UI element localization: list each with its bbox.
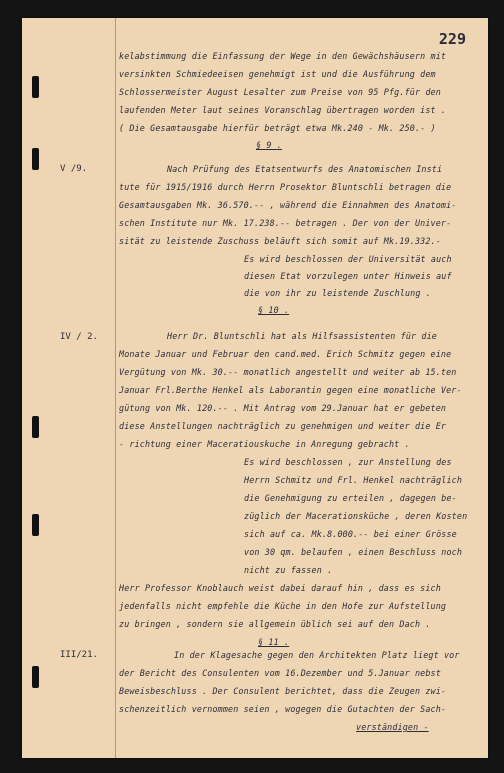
text-line: Nach Prüfung des Etatsentwurfs des Anatomischen Insti — [167, 164, 443, 174]
punch-hole — [32, 416, 39, 438]
text-line: - richtung einer Maceratiouskuche in Anregung gebracht . — [119, 439, 410, 449]
punch-hole — [32, 148, 39, 170]
text-line: ( Die Gesamtausgabe hierfür beträgt etwa Mk.240 - Mk. 250.- ) — [119, 123, 436, 133]
section-heading: § 9 . — [256, 140, 282, 150]
text-line: die Genehmigung zu erteilen , dagegen be- — [244, 493, 457, 503]
file-reference: III/21. — [60, 650, 98, 660]
punch-hole — [32, 76, 39, 98]
file-reference: IV / 2. — [60, 332, 98, 342]
margin-rule — [115, 18, 116, 758]
text-line: kelabstimmung die Einfassung der Wege in den Gewächshäusern mit — [119, 51, 447, 61]
text-line: schen Institute nur Mk. 17.238.-- betragen . Der von der Univer- — [119, 218, 452, 228]
text-line: laufenden Meter laut seines Voranschlag übertragen worden ist . — [119, 105, 447, 115]
text-line: von 30 qm. belaufen , einen Beschluss noch — [244, 547, 463, 557]
section-heading: § 11 . — [258, 637, 290, 647]
punch-hole — [32, 514, 39, 536]
text-line: Herr Dr. Bluntschli hat als Hilfsassistenten für die — [167, 331, 437, 341]
document-page — [22, 18, 488, 758]
text-line: züglich der Macerationsküche , deren Kosten — [244, 511, 468, 521]
text-line: Es wird beschlossen , zur Anstellung des — [244, 457, 452, 467]
text-line: sität zu leistende Zuschuss beläuft sich somit auf Mk.19.332.- — [119, 236, 441, 246]
text-line: versinkten Schmiedeeisen genehmigt ist und die Ausführung dem — [119, 69, 436, 79]
text-line: Beweisbeschluss . Der Consulent berichtet, dass die Zeugen zwi- — [119, 686, 447, 696]
text-line: verständigen - — [356, 722, 429, 732]
section-heading: § 10 . — [258, 305, 290, 315]
text-line: der Bericht des Consulenten vom 16.Dezember und 5.Januar nebst — [119, 668, 441, 678]
text-line: Herrn Schmitz und Frl. Henkel nachträglich — [244, 475, 463, 485]
text-line: die von ihr zu leistende Zuschlung . — [244, 288, 431, 298]
text-line: diese Anstellungen nachträglich zu genehmigen und weiter die Er — [119, 421, 447, 431]
text-line: tute für 1915/1916 durch Herrn Prosektor Bluntschli betragen die — [119, 182, 452, 192]
text-line: sich auf ca. Mk.8.000.-- bei einer Grösse — [244, 529, 457, 539]
text-line: diesen Etat vorzulegen unter Hinweis auf — [244, 271, 452, 281]
text-line: nicht zu fassen . — [244, 565, 333, 575]
text-line: schenzeitlich vernommen seien , wogegen die Gutachten der Sach- — [119, 704, 447, 714]
text-line: Januar Frl.Berthe Henkel als Laborantin gegen eine monatliche Ver- — [119, 385, 462, 395]
text-line: zu bringen , sondern sie allgemein üblich sei auf den Dach . — [119, 619, 431, 629]
text-line: Vergütung von Mk. 30.-- monatlich angestellt und weiter ab 15.ten — [119, 367, 457, 377]
text-line: In der Klagesache gegen den Architekten Platz liegt vor — [174, 650, 460, 660]
text-line: Gesamtausgaben Mk. 36.570.-- , während die Einnahmen des Anatomi- — [119, 200, 457, 210]
text-line: Es wird beschlossen der Universität auch — [244, 254, 452, 264]
text-line: gütung von Mk. 120.-- . Mit Antrag vom 29.Januar hat er gebeten — [119, 403, 447, 413]
page-number: 229 — [438, 30, 466, 48]
text-line: Herr Professor Knoblauch weist dabei darauf hin , dass es sich — [119, 583, 441, 593]
text-line: Schlossermeister August Lesalter zum Preise von 95 Pfg.für den — [119, 87, 441, 97]
text-line: Monate Januar und Februar den cand.med. Erich Schmitz gegen eine — [119, 349, 452, 359]
punch-hole — [32, 666, 39, 688]
file-reference: V /9. — [60, 164, 88, 174]
text-line: jedenfalls nicht empfehle die Küche in den Hofe zur Aufstellung — [119, 601, 447, 611]
